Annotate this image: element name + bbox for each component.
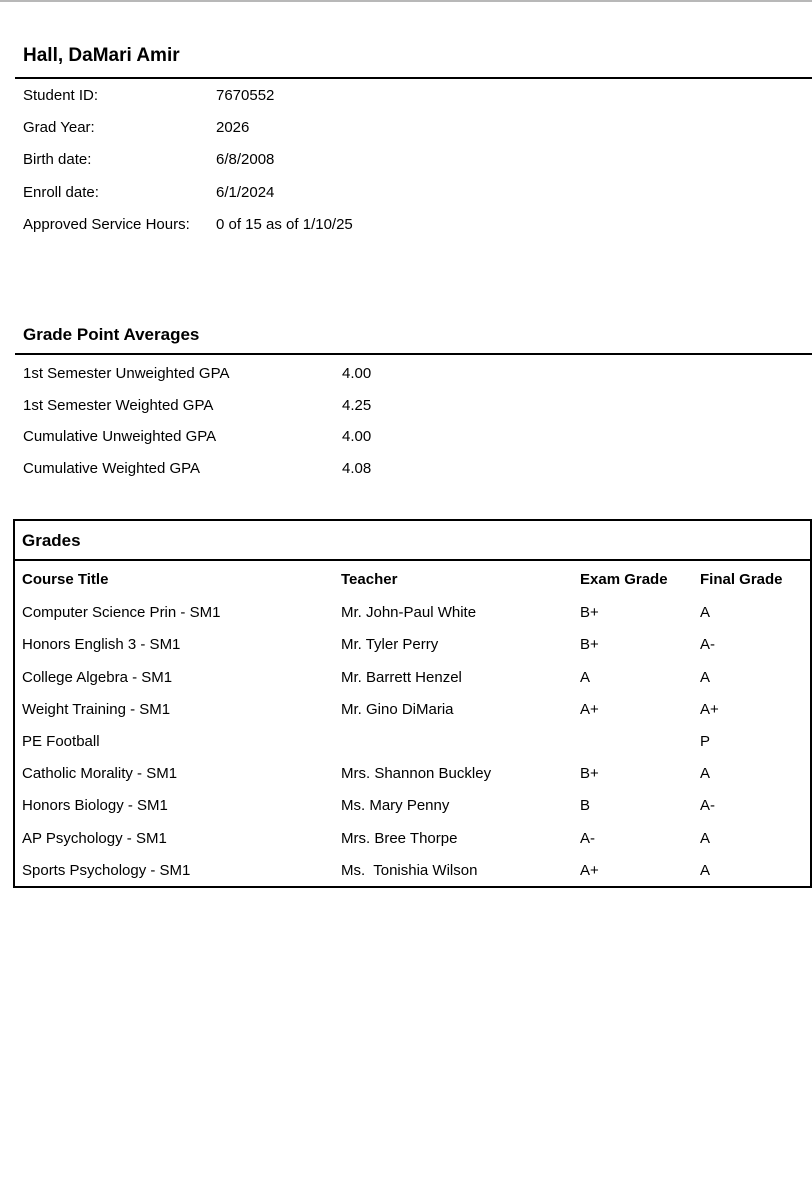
final-grade: A <box>700 669 711 686</box>
exam-grade: A+ <box>580 862 599 879</box>
column-header-exam-grade: Exam Grade <box>580 571 668 588</box>
table-row <box>15 765 810 789</box>
teacher: Mrs. Shannon Buckley <box>341 765 492 782</box>
teacher: Mr. Tyler Perry <box>341 636 439 653</box>
course-title: PE Football <box>22 733 100 750</box>
gpa-label: 1st Semester Weighted GPA <box>23 397 214 414</box>
grades-section-title: Grades <box>22 531 81 550</box>
course-title: Sports Psychology - SM1 <box>22 862 191 879</box>
table-row <box>15 733 810 757</box>
info-value: 0 of 15 as of 1/10/25 <box>216 216 353 233</box>
final-grade: A <box>700 862 711 879</box>
grades-table <box>13 519 812 888</box>
exam-grade: A+ <box>580 701 599 718</box>
course-title: Weight Training - SM1 <box>22 701 171 718</box>
course-title: Honors Biology - SM1 <box>22 797 168 814</box>
gpa-value: 4.08 <box>342 460 372 477</box>
exam-grade: B <box>580 797 591 814</box>
column-header-course: Course Title <box>22 571 109 588</box>
course-title: Honors English 3 - SM1 <box>22 636 181 653</box>
course-title: Catholic Morality - SM1 <box>22 765 178 782</box>
table-row <box>15 636 810 660</box>
final-grade: A+ <box>700 701 719 718</box>
teacher: Mr. Barrett Henzel <box>341 669 462 686</box>
gpa-label: Cumulative Unweighted GPA <box>23 428 217 445</box>
final-grade: A <box>700 830 711 847</box>
info-label: Approved Service Hours: <box>23 216 190 233</box>
gpa-label: 1st Semester Unweighted GPA <box>23 365 230 382</box>
info-value: 6/1/2024 <box>216 184 275 201</box>
table-row <box>15 669 810 693</box>
teacher: Mr. John-Paul White <box>341 604 477 621</box>
gpa-value: 4.00 <box>342 365 372 382</box>
info-label: Student ID: <box>23 87 99 104</box>
teacher: Ms. Tonishia Wilson <box>341 862 478 879</box>
teacher: Ms. Mary Penny <box>341 797 450 814</box>
exam-grade: A <box>580 669 591 686</box>
table-row <box>15 830 810 854</box>
exam-grade: B+ <box>580 765 599 782</box>
final-grade: A <box>700 765 711 782</box>
gpa-value: 4.00 <box>342 428 372 445</box>
gpa-section-title: Grade Point Averages <box>23 325 200 344</box>
final-grade: P <box>700 733 711 750</box>
divider <box>15 353 812 355</box>
course-title: Computer Science Prin - SM1 <box>22 604 221 621</box>
exam-grade: B+ <box>580 636 599 653</box>
info-value: 7670552 <box>216 87 275 104</box>
exam-grade: B+ <box>580 604 599 621</box>
info-label: Grad Year: <box>23 119 95 136</box>
table-row <box>15 604 810 628</box>
exam-grade: A- <box>580 830 595 847</box>
top-rule <box>0 0 812 2</box>
info-label: Birth date: <box>23 151 92 168</box>
final-grade: A- <box>700 797 715 814</box>
course-title: College Algebra - SM1 <box>22 669 173 686</box>
info-label: Enroll date: <box>23 184 99 201</box>
divider <box>15 559 810 561</box>
gpa-value: 4.25 <box>342 397 372 414</box>
column-header-teacher: Teacher <box>341 571 398 588</box>
student-name: Hall, DaMari Amir <box>23 45 180 66</box>
course-title: AP Psychology - SM1 <box>22 830 167 847</box>
final-grade: A- <box>700 636 715 653</box>
table-row <box>15 797 810 821</box>
column-header-final-grade: Final Grade <box>700 571 783 588</box>
table-row <box>15 701 810 725</box>
info-value: 6/8/2008 <box>216 151 275 168</box>
gpa-label: Cumulative Weighted GPA <box>23 460 201 477</box>
teacher: Mrs. Bree Thorpe <box>341 830 458 847</box>
table-row <box>15 862 810 886</box>
info-value: 2026 <box>216 119 250 136</box>
divider <box>15 77 812 79</box>
final-grade: A <box>700 604 711 621</box>
teacher: Mr. Gino DiMaria <box>341 701 454 718</box>
